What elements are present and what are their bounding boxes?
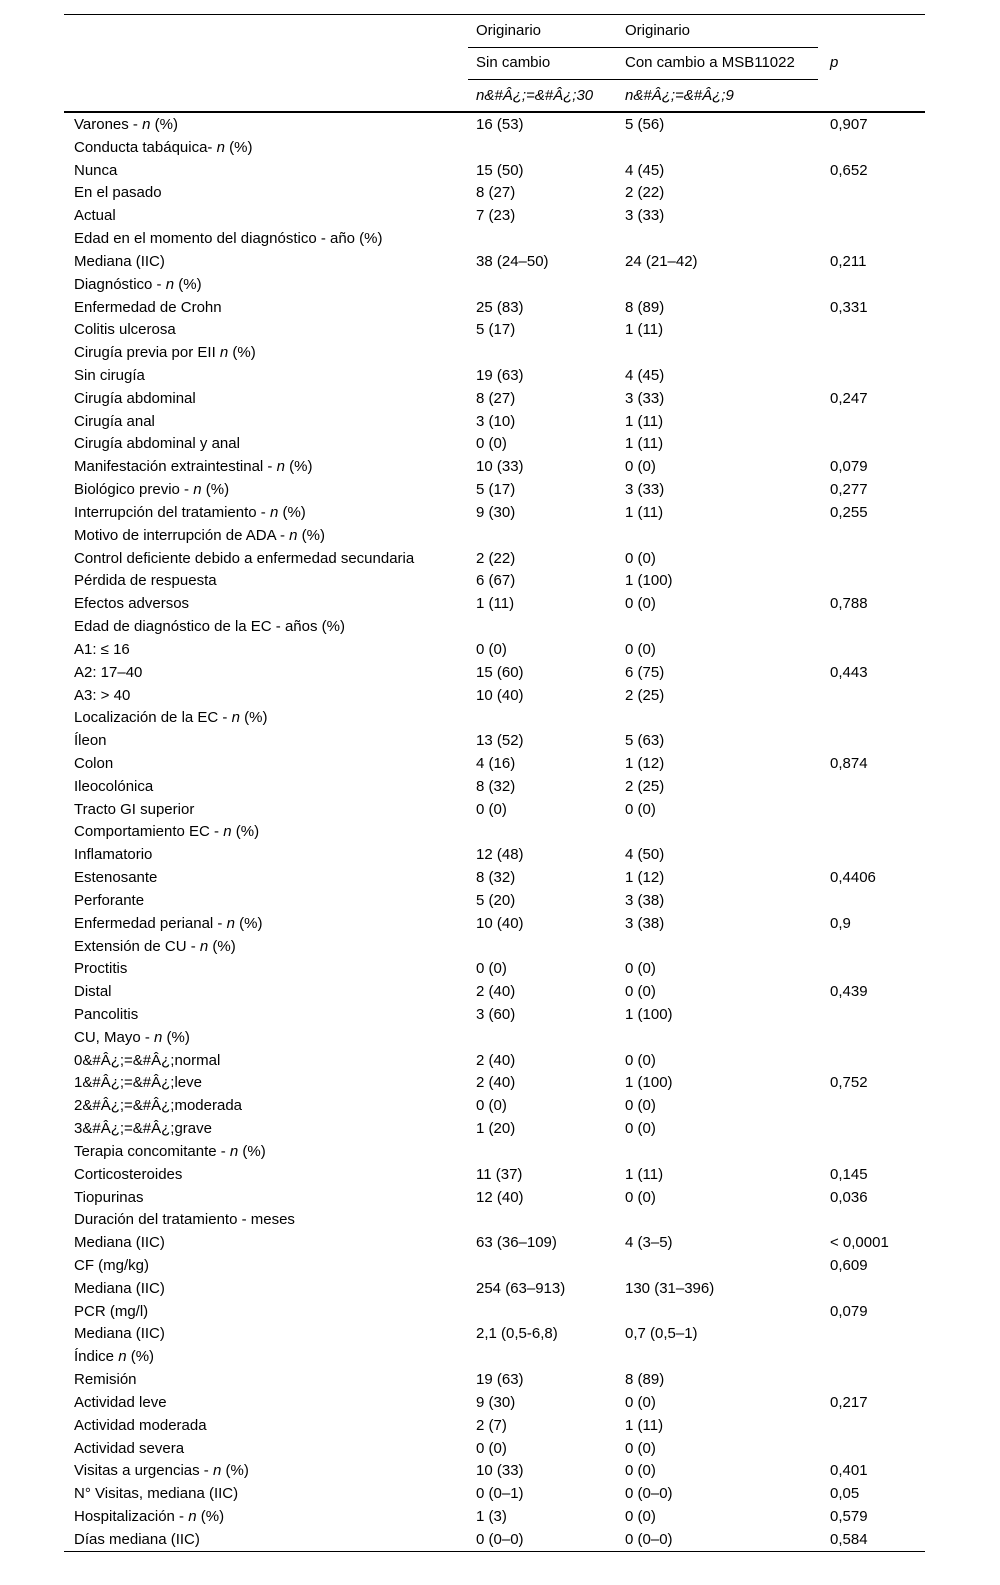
row-value-con-cambio: 0 (0)	[625, 983, 656, 1001]
row-value-sin-cambio: 8 (27)	[476, 389, 516, 407]
row-label: Cirugía previa por EII n (%)	[74, 344, 256, 362]
row-value-sin-cambio: 8 (27)	[476, 184, 516, 202]
row-value-con-cambio: 0 (0)	[625, 960, 656, 978]
row-value-sin-cambio: 2 (40)	[476, 1074, 516, 1092]
row-p-value: 0,4406	[830, 869, 876, 887]
row-label: Visitas a urgencias - n (%)	[74, 1462, 249, 1480]
row-label: Actividad moderada	[74, 1416, 207, 1434]
row-value-con-cambio: 2 (25)	[625, 686, 665, 704]
row-value-con-cambio: 1 (100)	[625, 572, 673, 590]
row-value-sin-cambio: 1 (20)	[476, 1120, 516, 1138]
row-value-sin-cambio: 9 (30)	[476, 503, 516, 521]
row-label: Conducta tabáquica- n (%)	[74, 138, 253, 156]
row-value-sin-cambio: 25 (83)	[476, 298, 524, 316]
row-value-sin-cambio: 10 (33)	[476, 458, 524, 476]
row-value-con-cambio: 5 (56)	[625, 116, 665, 133]
row-label: Comportamiento EC - n (%)	[74, 823, 260, 841]
row-label: Perforante	[74, 891, 145, 909]
row-value-con-cambio: 1 (11)	[625, 1165, 664, 1183]
row-label: Efectos adversos	[74, 595, 190, 613]
row-value-con-cambio: 1 (11)	[625, 435, 664, 453]
row-label: Diagnóstico - n (%)	[74, 275, 202, 293]
row-label: A2: 17–40	[74, 663, 143, 681]
row-value-sin-cambio: 0 (0)	[476, 435, 507, 453]
row-value-sin-cambio: 2 (22)	[476, 549, 516, 567]
row-p-value: 0,05	[830, 1485, 860, 1503]
row-label: 0&#Â¿;=&#Â¿;normal	[74, 1051, 221, 1069]
row-value-sin-cambio: 3 (10)	[476, 412, 516, 430]
header-group2-n: n&#Â¿;=&#Â¿;9	[625, 87, 734, 104]
row-value-con-cambio: 1 (12)	[625, 869, 665, 887]
row-label: Estenosante	[74, 869, 158, 887]
row-value-con-cambio: 0 (0)	[625, 640, 656, 658]
row-value-con-cambio: 1 (11)	[625, 1416, 664, 1434]
row-value-con-cambio: 4 (3–5)	[625, 1234, 673, 1252]
row-p-value: 0,443	[830, 663, 868, 681]
row-value-con-cambio: 1 (100)	[625, 1074, 673, 1092]
row-value-sin-cambio: 2,1 (0,5-6,8)	[476, 1325, 558, 1343]
row-label: Actividad severa	[74, 1439, 185, 1457]
row-p-value: 0,079	[830, 458, 868, 476]
row-label: Terapia concomitante - n (%)	[74, 1142, 266, 1160]
row-p-value: 0,579	[830, 1508, 868, 1526]
header-divider-1	[468, 47, 818, 48]
row-label: Sin cirugía	[74, 367, 145, 385]
row-value-con-cambio: 0 (0–0)	[625, 1485, 673, 1503]
row-p-value: 0,907	[830, 116, 868, 133]
row-value-sin-cambio: 10 (33)	[476, 1462, 524, 1480]
row-label: Íleon	[74, 732, 107, 750]
row-value-sin-cambio: 5 (17)	[476, 481, 516, 499]
row-value-sin-cambio: 6 (67)	[476, 572, 516, 590]
row-value-sin-cambio: 7 (23)	[476, 207, 516, 225]
row-value-sin-cambio: 19 (63)	[476, 367, 524, 385]
row-value-con-cambio: 2 (25)	[625, 777, 665, 795]
row-value-con-cambio: 3 (38)	[625, 914, 665, 932]
row-label: Remisión	[74, 1371, 137, 1389]
row-value-sin-cambio: 0 (0–1)	[476, 1485, 524, 1503]
row-value-sin-cambio: 15 (50)	[476, 161, 524, 179]
row-value-con-cambio: 0 (0)	[625, 549, 656, 567]
row-label: Motivo de interrupción de ADA - n (%)	[74, 526, 325, 544]
row-value-sin-cambio: 2 (40)	[476, 1051, 516, 1069]
row-value-con-cambio: 8 (89)	[625, 1371, 665, 1389]
row-label: Distal	[74, 983, 112, 1001]
row-p-value: 0,036	[830, 1188, 868, 1206]
row-value-sin-cambio: 11 (37)	[476, 1165, 523, 1183]
row-value-con-cambio: 0 (0)	[625, 1393, 656, 1411]
row-label: Control deficiente debido a enfermedad secundaria	[74, 549, 415, 567]
row-value-con-cambio: 0 (0)	[625, 458, 656, 476]
row-value-con-cambio: 2 (22)	[625, 184, 665, 202]
row-label: Biológico previo - n (%)	[74, 481, 230, 499]
row-label: Extensión de CU - n (%)	[74, 937, 236, 955]
row-p-value: 0,079	[830, 1302, 868, 1320]
row-label: Duración del tratamiento - meses	[74, 1211, 295, 1229]
row-value-con-cambio: 1 (12)	[625, 754, 665, 772]
row-label: Hospitalización - n (%)	[74, 1508, 225, 1526]
row-label: Varones - n (%)	[74, 116, 178, 133]
row-value-sin-cambio: 0 (0–0)	[476, 1530, 524, 1548]
row-value-con-cambio: 0 (0–0)	[625, 1530, 673, 1548]
row-value-sin-cambio: 63 (36–109)	[476, 1234, 557, 1252]
header-group1-n: n&#Â¿;=&#Â¿;30	[476, 87, 594, 104]
row-value-con-cambio: 0 (0)	[625, 800, 656, 818]
row-label: Inflamatorio	[74, 846, 153, 864]
row-p-value: < 0,0001	[830, 1234, 889, 1252]
row-label: Interrupción del tratamiento - n (%)	[74, 503, 306, 521]
row-value-sin-cambio: 0 (0)	[476, 640, 507, 658]
row-value-sin-cambio: 2 (40)	[476, 983, 516, 1001]
row-p-value: 0,609	[830, 1257, 868, 1274]
row-value-sin-cambio: 5 (20)	[476, 891, 516, 909]
row-p-value: 0,277	[830, 481, 868, 499]
row-value-sin-cambio: 8 (32)	[476, 777, 516, 795]
row-label: Días mediana (IIC)	[74, 1530, 200, 1548]
row-p-value: 0,874	[830, 754, 868, 772]
row-label: Ileocolónica	[74, 777, 154, 795]
row-label: Mediana (IIC)	[74, 1325, 165, 1343]
row-label: Nunca	[74, 161, 118, 179]
row-label: Enfermedad de Crohn	[74, 298, 222, 316]
row-value-con-cambio: 1 (11)	[625, 412, 664, 430]
row-value-con-cambio: 0 (0)	[625, 1462, 656, 1480]
row-label: Actividad leve	[74, 1393, 167, 1411]
row-label: A1: ≤ 16	[74, 640, 130, 658]
row-label: Tracto GI superior	[74, 800, 195, 818]
row-value-sin-cambio: 254 (63–913)	[476, 1279, 566, 1297]
row-value-sin-cambio: 12 (48)	[476, 846, 524, 864]
row-label: Edad en el momento del diagnóstico - año (%)	[74, 230, 383, 248]
row-value-con-cambio: 0 (0)	[625, 1508, 656, 1526]
row-value-con-cambio: 4 (45)	[625, 367, 665, 385]
row-label: Proctitis	[74, 960, 128, 978]
table-bottom-rule	[64, 1551, 925, 1552]
row-value-con-cambio: 5 (63)	[625, 732, 665, 750]
row-label: Edad de diagnóstico de la EC - años (%)	[74, 618, 345, 636]
row-value-con-cambio: 1 (11)	[625, 321, 664, 339]
row-label: En el pasado	[74, 184, 162, 202]
header-divider-2	[468, 79, 818, 80]
row-value-con-cambio: 0 (0)	[625, 1439, 656, 1457]
row-p-value: 0,439	[830, 983, 868, 1001]
row-value-con-cambio: 0 (0)	[625, 1051, 656, 1069]
row-value-con-cambio: 130 (31–396)	[625, 1279, 715, 1297]
row-p-value: 0,788	[830, 595, 868, 613]
row-label: Enfermedad perianal - n (%)	[74, 914, 263, 932]
row-value-sin-cambio: 0 (0)	[476, 1439, 507, 1457]
row-value-con-cambio: 6 (75)	[625, 663, 665, 681]
row-label: Cirugía anal	[74, 412, 155, 430]
row-p-value: 0,217	[830, 1393, 868, 1411]
row-value-sin-cambio: 13 (52)	[476, 732, 524, 750]
row-label: Pancolitis	[74, 1005, 139, 1023]
row-label: Cirugía abdominal	[74, 389, 196, 407]
row-p-value: 0,9	[830, 914, 851, 932]
header-group2-line2: Con cambio a MSB11022	[625, 54, 795, 71]
row-value-con-cambio: 0 (0)	[625, 595, 656, 613]
row-value-con-cambio: 3 (33)	[625, 481, 665, 499]
row-value-sin-cambio: 19 (63)	[476, 1371, 524, 1389]
row-value-sin-cambio: 12 (40)	[476, 1188, 524, 1206]
row-value-sin-cambio: 10 (40)	[476, 914, 524, 932]
row-p-value: 0,401	[830, 1462, 868, 1480]
row-value-con-cambio: 1 (11)	[625, 503, 664, 521]
row-label: Índice n (%)	[74, 1348, 155, 1366]
row-value-sin-cambio: 1 (3)	[476, 1508, 507, 1526]
row-value-sin-cambio: 15 (60)	[476, 663, 524, 681]
row-value-sin-cambio: 38 (24–50)	[476, 252, 549, 270]
row-value-sin-cambio: 9 (30)	[476, 1393, 516, 1411]
header-group2-line1: Originario	[625, 22, 691, 39]
row-value-con-cambio: 3 (33)	[625, 207, 665, 225]
row-p-value: 0,247	[830, 389, 868, 407]
row-value-con-cambio: 1 (100)	[625, 1005, 673, 1023]
row-value-sin-cambio: 2 (7)	[476, 1416, 507, 1434]
row-label: Colitis ulcerosa	[74, 321, 176, 339]
row-value-con-cambio: 3 (38)	[625, 891, 665, 909]
header-group1-line2: Sin cambio	[476, 54, 551, 71]
row-p-value: 0,255	[830, 503, 868, 521]
row-value-sin-cambio: 16 (53)	[476, 116, 524, 133]
row-label: Actual	[74, 207, 116, 225]
row-label: Corticosteroides	[74, 1165, 183, 1183]
header-p-label: p	[830, 54, 839, 71]
row-label: CU, Mayo - n (%)	[74, 1028, 190, 1046]
table-top-rule	[64, 14, 925, 15]
row-label: Tiopurinas	[74, 1188, 144, 1206]
row-value-sin-cambio: 10 (40)	[476, 686, 524, 704]
row-value-con-cambio: 0 (0)	[625, 1188, 656, 1206]
row-value-con-cambio: 8 (89)	[625, 298, 665, 316]
row-label: Mediana (IIC)	[74, 252, 165, 270]
header-group1-line1: Originario	[476, 22, 542, 39]
row-value-sin-cambio: 0 (0)	[476, 1097, 507, 1115]
row-value-con-cambio: 3 (33)	[625, 389, 665, 407]
row-value-con-cambio: 24 (21–42)	[625, 252, 698, 270]
row-value-sin-cambio: 3 (60)	[476, 1005, 516, 1023]
row-label: Mediana (IIC)	[74, 1234, 165, 1252]
row-label: Cirugía abdominal y anal	[74, 435, 240, 453]
row-label: Mediana (IIC)	[74, 1279, 165, 1297]
row-label: 3&#Â¿;=&#Â¿;grave	[74, 1120, 212, 1138]
row-value-sin-cambio: 5 (17)	[476, 321, 516, 339]
row-p-value: 0,752	[830, 1074, 868, 1092]
row-p-value: 0,584	[830, 1530, 868, 1548]
row-label: CF (mg/kg)	[74, 1257, 149, 1274]
row-label: 1&#Â¿;=&#Â¿;leve	[74, 1074, 202, 1092]
row-label: PCR (mg/l)	[74, 1302, 149, 1320]
row-value-sin-cambio: 0 (0)	[476, 800, 507, 818]
row-value-sin-cambio: 1 (11)	[476, 595, 515, 613]
row-label: A3: > 40	[74, 686, 131, 704]
row-value-con-cambio: 0 (0)	[625, 1120, 656, 1138]
row-value-sin-cambio: 0 (0)	[476, 960, 507, 978]
row-label: 2&#Â¿;=&#Â¿;moderada	[74, 1097, 243, 1115]
row-value-con-cambio: 0 (0)	[625, 1097, 656, 1115]
row-p-value: 0,145	[830, 1165, 868, 1183]
row-label: Pérdida de respuesta	[74, 572, 217, 590]
row-value-con-cambio: 4 (50)	[625, 846, 665, 864]
row-label: N° Visitas, mediana (IIC)	[74, 1485, 239, 1503]
row-value-sin-cambio: 4 (16)	[476, 754, 516, 772]
row-value-sin-cambio: 8 (32)	[476, 869, 516, 887]
row-value-con-cambio: 4 (45)	[625, 161, 665, 179]
row-value-con-cambio: 0,7 (0,5–1)	[625, 1325, 698, 1343]
header-bottom-rule	[64, 111, 925, 113]
row-label: Colon	[74, 754, 114, 772]
row-p-value: 0,652	[830, 161, 868, 179]
row-p-value: 0,211	[830, 252, 867, 270]
row-label: Localización de la EC - n (%)	[74, 709, 268, 727]
row-label: Manifestación extraintestinal - n (%)	[74, 458, 313, 476]
row-p-value: 0,331	[830, 298, 868, 316]
